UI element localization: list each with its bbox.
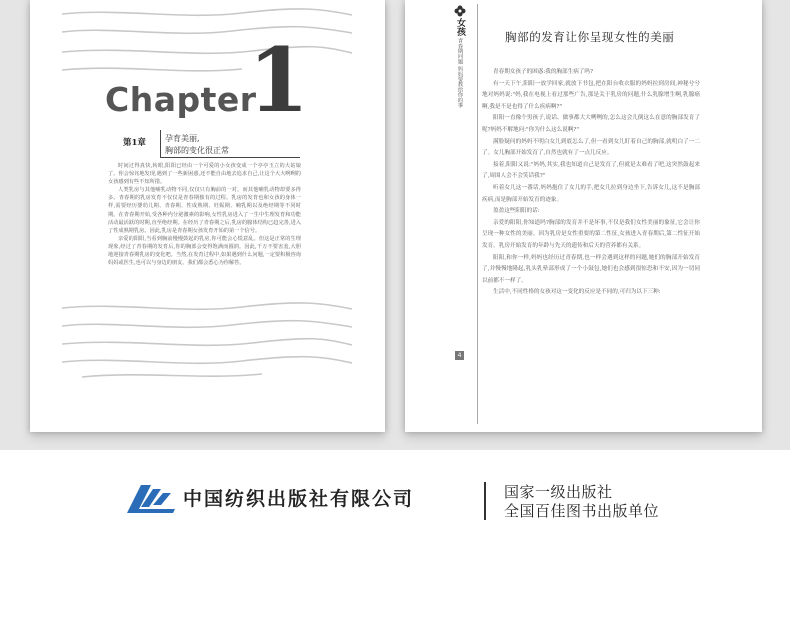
- left-body-text: [108, 162, 301, 267]
- publisher-tagline-1: 国家一级出版社: [504, 483, 613, 501]
- right-paragraph: 亲爱的阳阳,你知道吗?胸部的发育并不是坏事,不仅是我们女性美丽的象征,它会让你呈现一种女性的美丽。因为乳房是女性重要的第二性征,女孩进入青春期后,第二性征开始发育。乳房开始发育的年龄与先天的遗传和后天的营养都有关系。: [482, 219, 700, 249]
- publisher-name: 中国纺织出版社有限公司: [183, 488, 415, 510]
- spine-title: 女孩: [455, 18, 465, 36]
- decorative-wavy-lines-bottom: [62, 300, 352, 380]
- footer-divider: [484, 482, 486, 520]
- section-title-line2: 胸部的变化很正常: [165, 146, 229, 155]
- right-paragraph: 有一天下午,阳阳一放学回家,就放下书包,把在阳台收衣服的妈妈拉到房间,神秘兮兮地对妈妈说:"妈,我在电视上看过那些广告,那是关于乳房的问题,什么乳腺增生啊,乳腺癌啊,我是不是也得了什么疾病啊?": [482, 80, 700, 110]
- left-paragraph: 人类乳房与其他哺乳动物不同,仅仅只有胸前的一对。而其他哺乳动物却要多得多。青春期的乳房发育不仅仅是青春期独有的过程。乳房的发育也和女孩的身体一样,需要经历婴幼儿期、青春期、性成熟期、妊娠期、哺乳期以及绝经期等不同时期。在青春期开始,受各种内分泌激素的影响,女性乳房进入了一生中生理发育和功能活动最活跃的时期,直至绝经期。在经历了青春期之后,乳房的腺体结构已趋完善,进入了性成熟期乳房。因此,乳房是青春期女孩发育开始的第一个信号。: [108, 187, 301, 234]
- spine-column: [450, 4, 470, 108]
- publisher-tagline-2: 全国百佳图书出版单位: [504, 502, 660, 520]
- publisher-logo-icon: [127, 485, 175, 513]
- right-paragraph: 生活中,不同性格的女孩对这一变化的反应是不同的,可归为以下三种:: [493, 289, 661, 296]
- section-label: 第1章: [123, 138, 146, 148]
- right-page-title: 胸部的发育让你呈现女性的美丽: [505, 30, 675, 44]
- left-paragraph: 亲爱的阳阳,当看到胸前慢慢鼓起的乳房,你可能会心慌意乱。但这是正常的生理现象,经过了青春期的发育后,你的胸部会变得饱满而圆润。因此,千万不要害羞,大胆地迎接青春期乳房的变化吧。当然,在发育过程中,如果遇到什么问题,一定要积极咨询妈妈或医生,也可以与身边的朋友、我们都会悉心为你解答。: [108, 235, 301, 267]
- right-paragraph: 阳阳,和你一样,妈妈也经历过青春期,也一样会遇到这样的问题,她们的胸部开始发育了,并慢慢地隆起,乳头乳晕部形成了一个小鼓包,她们也会感到很惊恐和不安,因为一切同以前都不一样了。: [482, 254, 700, 284]
- section-heading: [123, 130, 303, 158]
- spine-subtitle-2: 妈妈要教给你的事: [457, 66, 463, 108]
- chapter-number: 1: [248, 28, 310, 132]
- right-paragraph: 满脸疑问的妈妈不明白女儿到底怎么了,但一看到女儿盯着自己的胸部,就明白了一二了。女儿胸部开始发育了,自然也就有了一点儿反应。: [482, 138, 700, 157]
- section-title-line1: 孕育美丽,: [165, 134, 200, 143]
- right-paragraph: 听着女儿这一番话,妈妈抱住了女儿的手,把女儿拉到身边坐下,告诉女儿,这不是胸部疾病,而是胸部开始发育的迹象。: [482, 184, 700, 203]
- flower-icon: [453, 4, 467, 18]
- page-number: 4: [455, 351, 464, 360]
- section-divider: [160, 130, 161, 158]
- right-paragraph: 阳阳一直像个男孩子,说话、做事都大大咧咧的,怎么这会儿倒这么在意的胸部发育了呢?妈妈不解地问:"你为什么这么说啊?": [482, 115, 700, 133]
- spine-rule: [477, 4, 478, 424]
- spine-subtitle-1: 青春期问题: [457, 38, 463, 64]
- right-paragraph: 接着,阳阳又说:"妈妈,其实,我也知道自己是发育了,但就是太难看了吧,这突然鼓起来了,周围人会不会笑话我?": [482, 161, 700, 180]
- right-body-text: [482, 67, 700, 299]
- section-rule: [160, 157, 300, 158]
- right-paragraph: 盈盈这些阳阳的话:: [493, 208, 540, 215]
- right-paragraph: 青春期女孩子的困惑:我的胸部生病了吗?: [493, 69, 593, 75]
- left-paragraph: 时间过得真快,转眼,阳阳已经由一个可爱的小女孩变成一个亭亭玉立的大姑娘了。你会惊诧地发现,遇到了一些新困惑,还不能自由地去追求自己,让这个大大咧咧的女孩感到有些不知所措。: [108, 163, 301, 186]
- chapter-word: Chapter: [105, 80, 257, 119]
